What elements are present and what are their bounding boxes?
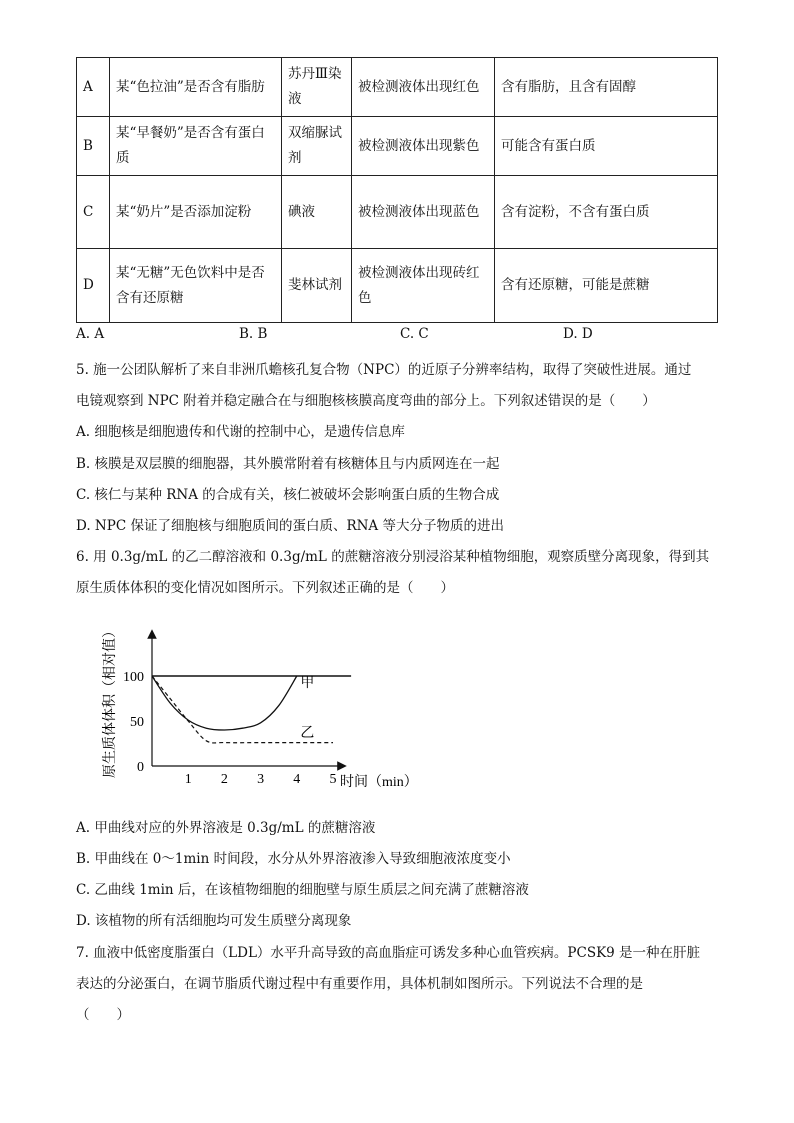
q4-choices [76, 326, 716, 348]
x-tick-label: 1 [184, 772, 192, 787]
q5-option-d[interactable]: D. NPC 保证了细胞核与细胞质间的蛋白质、RNA 等大分子物质的进出 [76, 518, 504, 534]
x-tick-label: 3 [257, 772, 265, 787]
y-tick-label: 100 [123, 670, 144, 685]
x-tick-label: 2 [220, 772, 228, 787]
row-material: 某“早餐奶”是否含有蛋白质 [110, 117, 282, 176]
row-conclusion: 含有还原糖，可能是蔗糖 [495, 249, 718, 323]
experiment-table [76, 57, 718, 323]
q5-stem: 电镜观察到 NPC 附着并稳定融合在与细胞核核膜高度弯曲的部分上。下列叙述错误的是（ ） [76, 393, 656, 409]
row-material: 某“无糖”无色饮料中是否含有还原糖 [110, 249, 282, 323]
series-jia-label: 甲 [300, 675, 315, 691]
row-material: 某“奶片”是否添加淀粉 [110, 176, 282, 249]
q6-stem: 6. 用 0.3g/mL 的乙二醇溶液和 0.3g/mL 的蔗糖溶液分别浸浴某种植物细胞，观察质壁分离现象，得到其 [76, 549, 710, 565]
x-tick-label: 5 [329, 772, 337, 787]
q5-option-c[interactable]: C. 核仁与某种 RNA 的合成有关，核仁被破坏会影响蛋白质的生物合成 [76, 487, 500, 503]
row-phenomenon: 被检测液体出现砖红色 [352, 249, 495, 323]
choice-b[interactable]: B. B [239, 326, 268, 342]
y-tick-label: 50 [130, 715, 144, 730]
q7-stem: 7. 血液中低密度脂蛋白（LDL）水平升高导致的高血脂症可诱发多种心血管疾病。PCSK9 是一种在肝脏 [76, 945, 701, 961]
row-label: D [77, 249, 110, 323]
q7-stem: 表达的分泌蛋白，在调节脂质代谢过程中有重要作用，具体机制如图所示。下列说法不合理的是 [76, 976, 643, 992]
series-jia-curve [152, 676, 297, 730]
table-row [77, 117, 718, 176]
q5-option-a[interactable]: A. 细胞核是细胞遗传和代谢的控制中心，是遗传信息库 [76, 424, 405, 440]
row-conclusion: 可能含有蛋白质 [495, 117, 718, 176]
y-axis-label: 原生质体体积（相对值） [103, 624, 118, 778]
row-reagent: 苏丹Ⅲ染液 [282, 58, 352, 117]
q6-option-d[interactable]: D. 该植物的所有活细胞均可发生质壁分离现象 [76, 913, 352, 929]
row-reagent: 碘液 [282, 176, 352, 249]
y-tick-label: 0 [137, 760, 144, 775]
row-phenomenon: 被检测液体出现蓝色 [352, 176, 495, 249]
q5-stem: 5. 施一公团队解析了来自非洲爪蟾核孔复合物（NPC）的近原子分辨率结构，取得了突破性进展。通过 [76, 362, 692, 378]
row-label: B [77, 117, 110, 176]
choice-d[interactable]: D. D [563, 326, 593, 342]
row-reagent: 斐林试剂 [282, 249, 352, 323]
row-phenomenon: 被检测液体出现紫色 [352, 117, 495, 176]
table-row [77, 176, 718, 249]
table-row [77, 58, 718, 117]
row-phenomenon: 被检测液体出现红色 [352, 58, 495, 117]
q5-option-b[interactable]: B. 核膜是双层膜的细胞器，其外膜常附着有核糖体且与内质网连在一起 [76, 456, 500, 472]
protoplast-volume-chart [94, 618, 424, 800]
q6-option-c[interactable]: C. 乙曲线 1min 后，在该植物细胞的细胞壁与原生质层之间充满了蔗糖溶液 [76, 882, 529, 898]
q6-option-a[interactable]: A. 甲曲线对应的外界溶液是 0.3g/mL 的蔗糖溶液 [76, 820, 376, 836]
q7-stem: （ ） [76, 1007, 130, 1023]
row-material: 某“色拉油”是否含有脂肪 [110, 58, 282, 117]
x-axis-label: 时间（min） [340, 775, 418, 790]
row-label: C [77, 176, 110, 249]
x-tick-label: 4 [293, 772, 301, 787]
q6-stem: 原生质体体积的变化情况如图所示。下列叙述正确的是（ ） [76, 580, 454, 596]
row-conclusion: 含有脂肪，且含有固醇 [495, 58, 718, 117]
series-yi-label: 乙 [300, 726, 315, 742]
table-row [77, 249, 718, 323]
q6-option-b[interactable]: B. 甲曲线在 0～1min 时间段，水分从外界溶液渗入导致细胞液浓度变小 [76, 851, 511, 867]
row-label: A [77, 58, 110, 117]
choice-a[interactable]: A. A [76, 326, 105, 342]
row-conclusion: 含有淀粉，不含有蛋白质 [495, 176, 718, 249]
choice-c[interactable]: C. C [400, 326, 429, 342]
row-reagent: 双缩脲试剂 [282, 117, 352, 176]
